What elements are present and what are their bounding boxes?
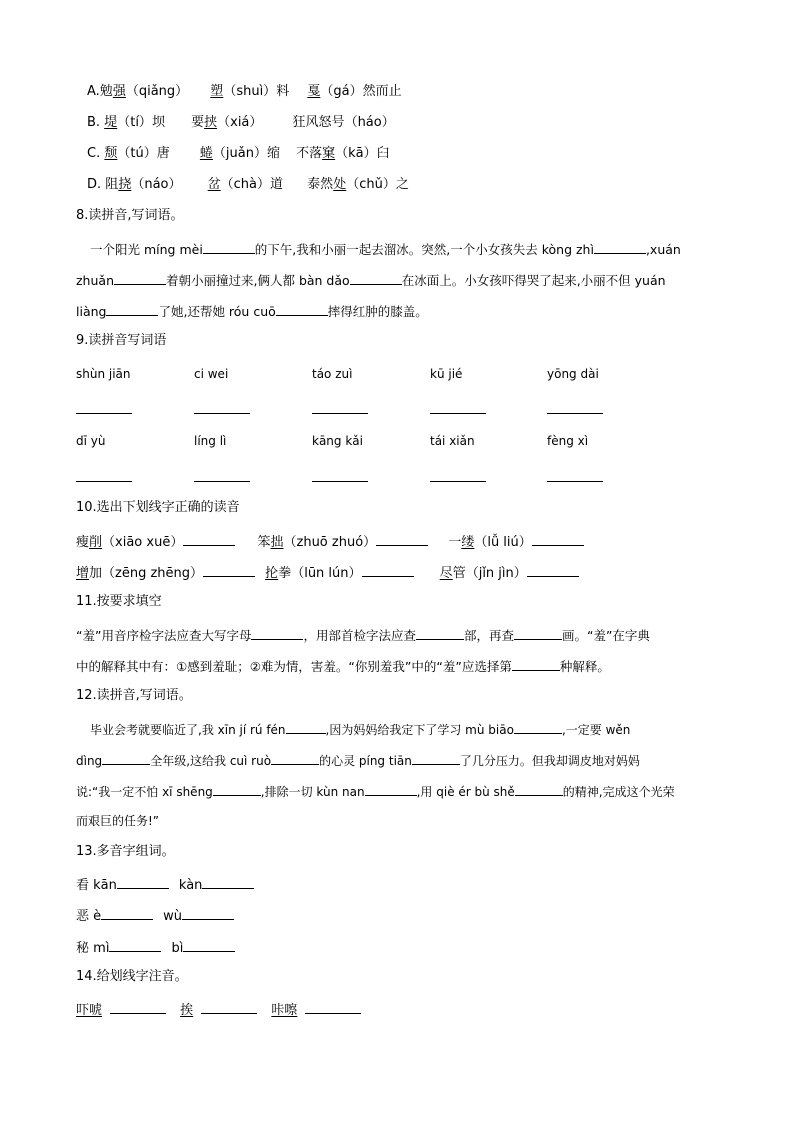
answer-blank[interactable]: [362, 562, 414, 577]
q13-row: 恶 è wù: [76, 905, 234, 926]
answer-blank[interactable]: [527, 562, 579, 577]
pinyin-item: shùn jiān: [76, 367, 131, 381]
pinyin-item: kāng kǎi: [312, 434, 363, 448]
q10-row2: 增加（zēng zhēng） 抡拳（lūn lún） 尽管（jǐn jìn）: [76, 562, 579, 583]
answer-line[interactable]: [194, 481, 250, 482]
q8-line1: 一个阳光 míng mèi 的下午,我和小丽一起去溜冰。突然,一个小女孩失去 kòng zhì ,xuán: [90, 239, 681, 259]
answer-blank[interactable]: [183, 531, 235, 546]
answer-line[interactable]: [76, 481, 132, 482]
pinyin-item: táo zuì: [312, 367, 353, 381]
q11-line1: “羞”用音序检字法应查大写字母 ，用部首检字法应查 部，再查 画。“羞”在字典: [76, 625, 650, 645]
answer-line[interactable]: [312, 481, 368, 482]
q8-line3: liàng 了她,还帮她 róu cuō 摔得红肿的膝盖。: [76, 301, 428, 321]
answer-blank[interactable]: [202, 874, 254, 889]
q12-line1: 毕业会考就要临近了,我 xīn jí rú fén ,因为妈妈给我定下了学习 mù biāo ,一定要 wěn: [90, 719, 630, 739]
q14-row: 吓唬 挨 咔嚓: [76, 999, 361, 1020]
pinyin-item: ci wei: [194, 367, 229, 381]
pinyin-item: dī yù: [76, 434, 106, 448]
q13-row: 秘 mì bì: [76, 937, 235, 958]
q9-title: 9.读拼音写词语: [76, 333, 167, 348]
pinyin-item: fèng xì: [547, 434, 589, 448]
q12-line3: 说:“我一定不怕 xī shēng ,排除一切 kùn nan ,用 qiè ér bù shě 的精神,完成这个光荣: [76, 781, 675, 801]
q13-row: 看 kān kàn: [76, 874, 254, 895]
answer-blank[interactable]: [203, 239, 255, 254]
answer-blank[interactable]: [514, 719, 562, 734]
answer-blank[interactable]: [305, 999, 361, 1014]
option-a: A.勉强（qiǎng） 塑（shuì）料 戛（gá）然而止: [87, 84, 402, 99]
answer-blank[interactable]: [276, 301, 328, 316]
answer-blank[interactable]: [286, 719, 326, 734]
pinyin-item: tái xiǎn: [430, 434, 475, 448]
option-b: B. 堤（tí）坝 要挟（xiá） 狂风怒号（háo）: [87, 115, 395, 130]
pinyin-item: yōng dài: [547, 367, 599, 381]
answer-blank[interactable]: [350, 270, 402, 285]
answer-blank[interactable]: [532, 531, 584, 546]
answer-line[interactable]: [430, 413, 486, 414]
answer-blank[interactable]: [514, 625, 562, 640]
answer-blank[interactable]: [365, 781, 417, 796]
answer-line[interactable]: [312, 413, 368, 414]
q13-title: 13.多音字组词。: [76, 844, 175, 859]
pinyin-item: kū jié: [430, 367, 463, 381]
answer-blank[interactable]: [101, 905, 153, 920]
answer-blank[interactable]: [512, 656, 560, 671]
q8-line2: zhuǎn 着朝小丽撞过来,俩人都 bàn dǎo 在冰面上。小女孩吓得哭了起来,小丽不但 yuán: [76, 270, 666, 290]
answer-blank[interactable]: [183, 937, 235, 952]
option-c: C. 颓（tú）唐 蜷（juǎn）缩 不落窠（kā）臼: [87, 146, 390, 161]
pinyin-item: líng lì: [194, 434, 227, 448]
q12-line4: 而艰巨的任务!”: [76, 814, 160, 828]
answer-blank[interactable]: [412, 750, 460, 765]
answer-blank[interactable]: [271, 750, 319, 765]
option-d: D. 阻挠（náo） 岔（chà）道 泰然处（chǔ）之: [87, 177, 409, 192]
answer-line[interactable]: [76, 413, 132, 414]
answer-blank[interactable]: [416, 625, 464, 640]
q8-title: 8.读拼音,写词语。: [76, 208, 184, 223]
answer-blank[interactable]: [182, 905, 234, 920]
q12-line2: dìng 全年级,这给我 cuì ruò 的心灵 píng tiān 了几分压力。但我却调皮地对妈妈: [76, 750, 640, 770]
answer-blank[interactable]: [213, 781, 261, 796]
q14-title: 14.给划线字注音。: [76, 969, 188, 984]
answer-blank[interactable]: [515, 781, 563, 796]
answer-line[interactable]: [547, 413, 603, 414]
answer-line[interactable]: [547, 481, 603, 482]
answer-blank[interactable]: [102, 750, 150, 765]
answer-blank[interactable]: [251, 625, 303, 640]
q10-row1: 瘦削（xiāo xuē） 笨拙（zhuō zhuó） 一缕（lǚ liú）: [76, 531, 584, 552]
q11-title: 11.按要求填空: [76, 594, 162, 609]
answer-blank[interactable]: [117, 874, 169, 889]
answer-line[interactable]: [430, 481, 486, 482]
answer-blank[interactable]: [376, 531, 428, 546]
answer-blank[interactable]: [594, 239, 646, 254]
answer-blank[interactable]: [201, 999, 257, 1014]
answer-blank[interactable]: [114, 270, 166, 285]
answer-blank[interactable]: [110, 999, 166, 1014]
q12-title: 12.读拼音,写词语。: [76, 688, 192, 703]
answer-blank[interactable]: [106, 301, 158, 316]
q11-line2: 中的解释其中有：①感到羞耻；②难为情，害羞。“你别羞我”中的“羞”应选择第 种解释。: [76, 656, 610, 676]
answer-blank[interactable]: [109, 937, 161, 952]
answer-blank[interactable]: [203, 562, 255, 577]
q10-title: 10.选出下划线字正确的读音: [76, 500, 240, 515]
answer-line[interactable]: [194, 413, 250, 414]
